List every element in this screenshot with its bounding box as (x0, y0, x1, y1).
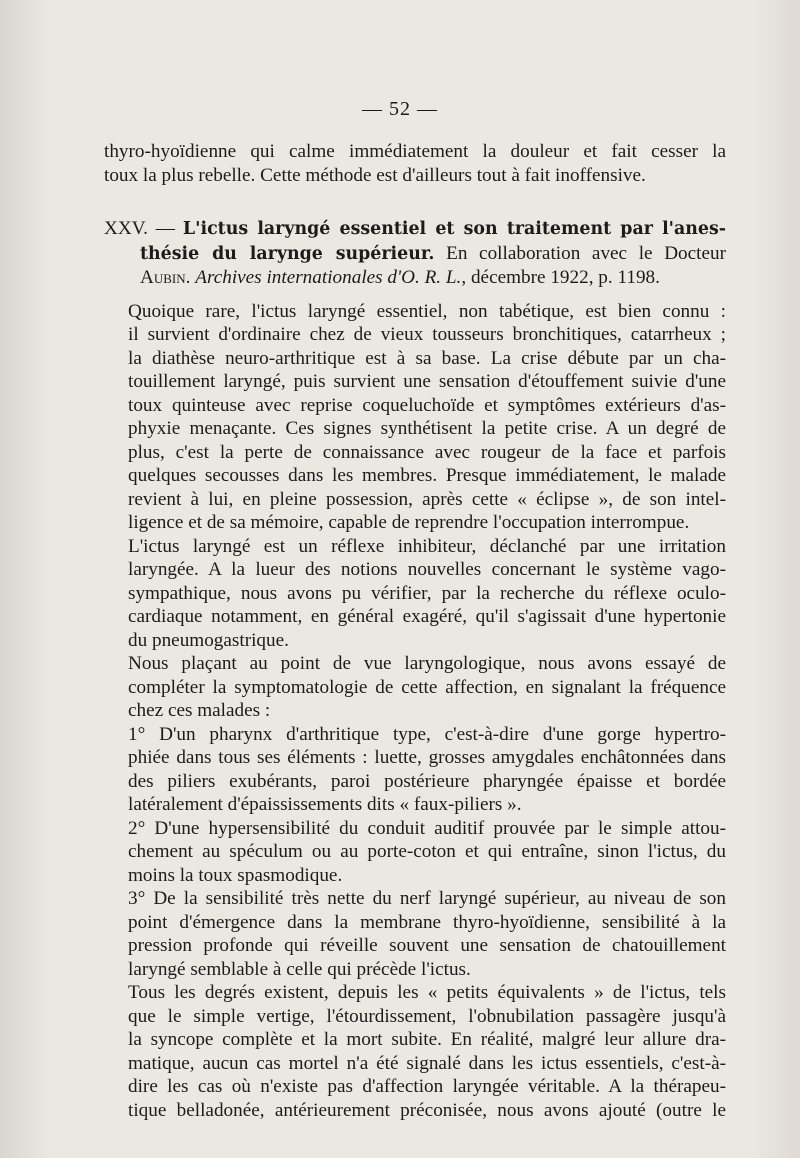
text-line: sympathique, nous avons pu vérifier, par la recherche du réflexe oculo- (128, 582, 726, 604)
text-line: que le simple vertige, l'étourdissement, l'obnubilation passagère jusqu'à (128, 1005, 726, 1027)
paragraph-1 (104, 300, 726, 535)
text-line: Quoique rare, l'ictus laryngé essentiel, non tabétique, est bien connu : (128, 300, 726, 322)
author-name: Aubin. (140, 267, 191, 288)
text-line: Tous les degrés existent, depuis les « petits équivalents » de l'ictus, tels (128, 982, 726, 1003)
text-line: thyro-hyoïdienne qui calme immédiatement la douleur et fait cesser la (104, 141, 726, 162)
text-line: 3° De la sensibilité très nette du nerf laryngé supérieur, au niveau de son (128, 888, 726, 909)
text-line: chement au spéculum ou au porte-coton et qui entraîne, sinon l'ictus, du (128, 841, 726, 862)
text-line: Nous plaçant au point de vue laryngologique, nous avons essayé de (128, 653, 726, 674)
intro-paragraph (104, 140, 726, 187)
heading-line-3 (104, 266, 726, 290)
section-title-part-2: thésie du larynge supérieur. (140, 243, 435, 264)
text-line: 2° D'une hypersensibilité du conduit auditif prouvée par le simple attou- (128, 817, 726, 839)
publication-date: , décembre 1922, p. 1198. (461, 267, 660, 288)
text-line: toux la plus rebelle. Cette méthode est d'ailleurs tout à fait inoffensive. (104, 164, 646, 186)
paragraph-7 (104, 981, 726, 1122)
paragraph-2 (104, 535, 726, 653)
text-line: ligence et de sa mémoire, capable de reprendre l'occupation interrompue. (128, 512, 690, 533)
page-text (104, 140, 726, 1122)
page-number: — 52 — (362, 98, 438, 120)
text-line: la syncope complète et la mort subite. En réalité, malgré leur allure dra- (128, 1029, 726, 1050)
paragraph-3 (104, 652, 726, 723)
text-line: phiée dans tous ses éléments : luette, grosses amygdales enchâtonnées dans (128, 747, 726, 768)
section-title-part-1: L'ictus laryngé essentiel et son traitement par l'anes- (182, 219, 726, 239)
text-line: du pneumogastrique. (128, 629, 289, 651)
section-heading (104, 217, 726, 290)
text-line: quelques secousses dans les membres. Presque immédiatement, le malade (128, 465, 726, 486)
text-line: 1° D'un pharynx d'arthritique type, c'est-à-dire d'une gorge hypertro- (128, 723, 726, 745)
text-line: moins la toux spasmodique. (128, 864, 343, 886)
text-line: dire les cas où n'existe pas d'affection laryngée véritable. A la thérapeu- (128, 1076, 726, 1097)
text-line: des piliers exubérants, paroi postérieure pharyngée épaisse et bordée (128, 770, 726, 792)
text-line: point d'émergence dans la membrane thyro-hyoïdienne, sensibilité à la (128, 911, 726, 933)
text-line: matique, aucun cas mortel n'a été signalé dans les ictus essentiels, c'est-à- (128, 1052, 726, 1074)
text-line: laryngée. A la lueur des notions nouvelles concernant le système vago- (128, 559, 726, 580)
heading-line-1 (104, 217, 726, 242)
paragraph-4 (104, 723, 726, 817)
text-line: revient à lui, en pleine possession, après cette « éclipse », de son intel- (128, 488, 726, 510)
text-line: la diathèse neuro-arthritique est à sa base. La crise débute par un cha- (128, 347, 726, 369)
text-line: laryngé semblable à celle qui précède l'ictus. (128, 958, 471, 980)
text-line: compléter la symptomatologie de cette affection, en signalant la fréquence (128, 676, 726, 698)
text-line: chez ces malades : (128, 700, 271, 721)
text-line: latéralement d'épaississements dits « faux-piliers ». (128, 794, 522, 815)
heading-line-2 (104, 242, 726, 267)
text-line: plus, c'est la perte de connaissance avec rougeur de la face et parfois (128, 441, 726, 463)
paragraph-5 (104, 817, 726, 888)
text-line: phyxie menaçante. Ces signes synthétisent la petite crise. A un degré de (128, 418, 726, 439)
text-line: pression profonde qui réveille souvent une sensation de chatouillement (128, 935, 726, 956)
collab-text: En collaboration avec le Docteur (434, 242, 726, 264)
paragraph-6 (104, 887, 726, 981)
journal-name: Archives internationales d'O. R. L. (195, 267, 462, 288)
text-line: toux quinteuse avec reprise coqueluchoïde et symptômes extérieurs d'as- (128, 394, 726, 416)
text-line: tique belladonée, antérieurement préconisée, nous avons ajouté (outre le (128, 1099, 726, 1121)
text-line: il survient d'ordinaire chez de vieux tousseurs bronchitiques, catarrheux ; (128, 324, 726, 345)
text-line: touillement laryngé, puis survient une sensation d'étouffement suivie d'une (128, 371, 726, 392)
text-line: L'ictus laryngé est un réflexe inhibiteur, déclanché par une irritation (128, 535, 726, 557)
section-numeral: XXV. — (104, 218, 175, 239)
text-line: cardiaque notamment, en général exagéré, qu'il s'agissait d'une hypertonie (128, 606, 726, 627)
